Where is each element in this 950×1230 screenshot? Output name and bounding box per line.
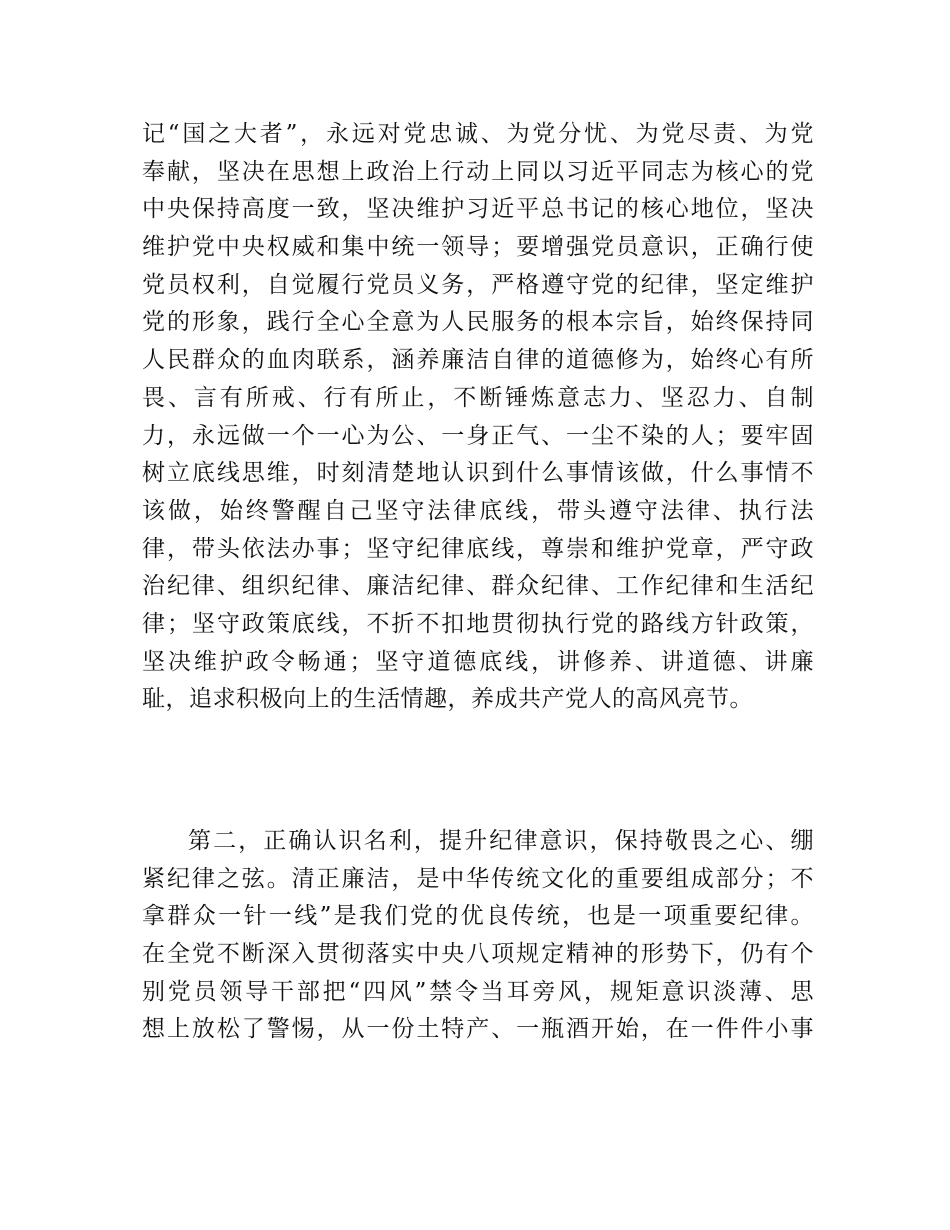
text-line: 治纪律、组织纪律、廉洁纪律、群众纪律、工作纪律和生活纪 [142,573,814,600]
text-line: 紧纪律之弦。清正廉洁，是中华传统文化的重要组成部分；不 [142,865,814,892]
text-line: 畏、言有所戒、行有所止，不断锤炼意志力、坚忍力、自制 [142,384,814,411]
text-line: 拿群众一针一线”是我们党的优良传统，也是一项重要纪律。 [142,903,814,930]
text-line: 坚决维护政令畅通；坚守道德底线，讲修养、讲道德、讲廉 [142,648,814,675]
paragraph-continuation [142,116,814,719]
text-line: 律；坚守政策底线，不折不扣地贯彻执行党的路线方针政策， [142,610,814,637]
text-line: 中央保持高度一致，坚决维护习近平总书记的核心地位，坚决 [142,196,814,223]
text-line: 奉献，坚决在思想上政治上行动上同以习近平同志为核心的党 [142,158,814,185]
text-line: 党的形象，践行全心全意为人民服务的根本宗旨，始终保持同 [142,309,814,336]
text-line: 力，永远做一个一心为公、一身正气、一尘不染的人；要牢固 [142,422,814,449]
paragraph-second-point [142,823,814,1049]
text-line-last: 耻，追求积极向上的生活情趣，养成共产党人的高风亮节。 [142,686,753,713]
text-line: 记“国之大者”，永远对党忠诚、为党分忧、为党尽责、为党 [142,121,814,147]
text-line: 别党员领导干部把“四风”禁令当耳旁风，规矩意识淡薄、思 [142,978,814,1005]
text-line: 人民群众的血肉联系，涵养廉洁自律的道德修为，始终心有所 [142,347,814,374]
text-line: 想上放松了警惕，从一份土特产、一瓶酒开始，在一件件小事 [142,1016,814,1043]
text-line: 维护党中央权威和集中统一领导；要增强党员意识，正确行使 [142,234,814,261]
text-line: 在全党不断深入贯彻落实中央八项规定精神的形势下，仍有个 [142,941,814,968]
text-line: 党员权利，自觉履行党员义务，严格遵守党的纪律，坚定维护 [142,271,814,298]
text-line-first-indented: 第二，正确认识名利，提升纪律意识，保持敬畏之心、绷 [188,828,814,854]
text-line: 树立底线思维，时刻清楚地认识到什么事情该做，什么事情不 [142,460,814,487]
text-line: 该做，始终警醒自己坚守法律底线，带头遵守法律、执行法 [142,497,814,524]
text-line: 律，带头依法办事；坚守纪律底线，尊崇和维护党章，严守政 [142,535,814,562]
